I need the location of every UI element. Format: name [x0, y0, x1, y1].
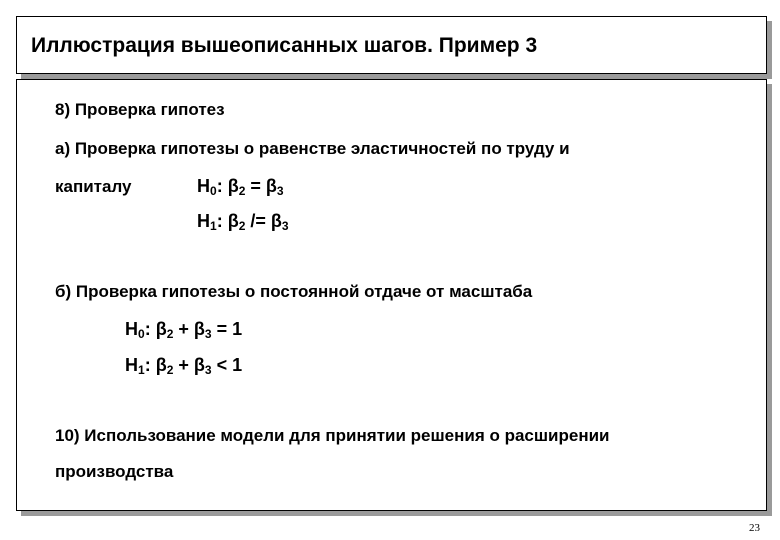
beta-symbol: β	[193, 355, 205, 375]
h-subscript: 1	[138, 363, 145, 377]
h-symbol: H	[197, 176, 210, 196]
beta-symbol: β	[193, 319, 205, 339]
beta-symbol: β	[227, 211, 239, 231]
plus-operator: +	[173, 319, 194, 339]
content-box	[16, 79, 767, 511]
hypothesis-b-alternative	[125, 355, 242, 375]
beta-subscript: 3	[204, 363, 212, 377]
beta-subscript: 2	[166, 327, 174, 341]
colon: :	[216, 176, 228, 196]
relation: = 1	[211, 319, 243, 339]
section-8-heading: 8) Проверка гипотез	[55, 100, 225, 119]
beta-symbol: β	[270, 211, 282, 231]
beta-symbol: β	[227, 176, 239, 196]
colon: :	[144, 355, 156, 375]
page-number: 23	[749, 522, 760, 534]
title-box	[16, 16, 767, 74]
part-b-text: б) Проверка гипотезы о постоянной отдаче от масштаба	[55, 282, 533, 301]
hypothesis-a-null	[197, 176, 284, 196]
slide-title: Иллюстрация вышеописанных шагов. Пример 3	[31, 34, 538, 57]
hypothesis-b-null	[125, 319, 242, 339]
section-10-line-1: 10) Использование модели для принятии решения о расширении	[55, 426, 610, 445]
operator: /=	[245, 211, 271, 231]
h-symbol: H	[125, 319, 138, 339]
beta-symbol: β	[155, 355, 167, 375]
beta-symbol: β	[155, 319, 167, 339]
section-10-line-2: производства	[55, 462, 174, 481]
beta-subscript: 2	[238, 184, 246, 198]
relation: < 1	[211, 355, 243, 375]
h-symbol: H	[197, 211, 210, 231]
part-a-text-line-1: а) Проверка гипотезы о равенстве эластичностей по труду и	[55, 139, 570, 158]
hypothesis-a-alternative	[197, 211, 289, 231]
h-symbol: H	[125, 355, 138, 375]
h-subscript: 0	[210, 184, 217, 198]
h-subscript: 1	[210, 219, 217, 233]
beta-subscript: 3	[276, 184, 284, 198]
colon: :	[216, 211, 228, 231]
operator: =	[245, 176, 266, 196]
h-subscript: 0	[138, 327, 145, 341]
beta-subscript: 3	[204, 327, 212, 341]
part-a-text-line-2: капиталу	[55, 177, 132, 196]
plus-operator: +	[173, 355, 194, 375]
beta-subscript: 2	[166, 363, 174, 377]
beta-symbol: β	[265, 176, 277, 196]
colon: :	[144, 319, 156, 339]
beta-subscript: 2	[238, 219, 246, 233]
beta-subscript: 3	[281, 219, 289, 233]
